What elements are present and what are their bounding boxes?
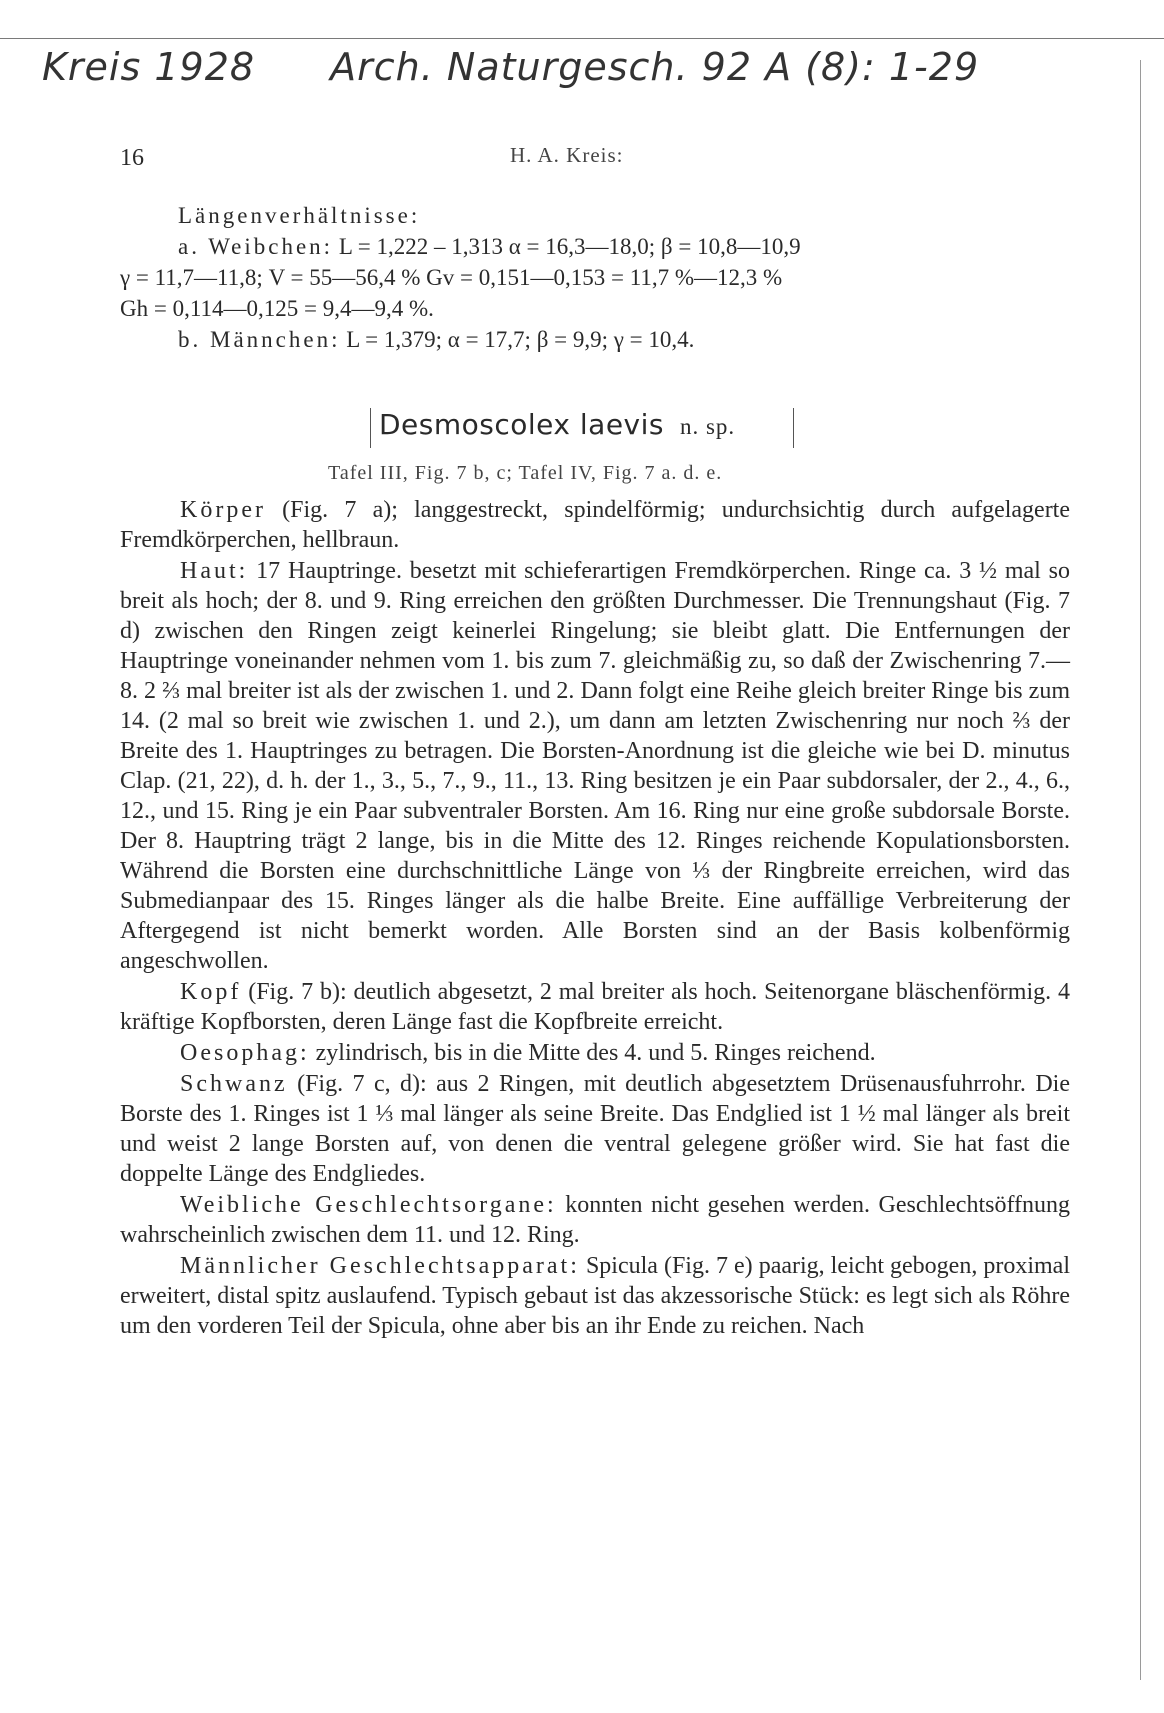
handwritten-citation: Arch. Naturgesch. 92 A (8): 1-29 [330,45,980,89]
section-oesophag [120,1038,1070,1068]
section-maennlicher-geschlechtsapparat [120,1251,1070,1341]
male-label: b. Männchen: [178,327,341,352]
section-koerper [120,495,1070,555]
female-values-1: L = 1,222 – 1,313 α = 16,3—18,0; β = 10,8—10,9 [338,234,801,259]
plate-reference: Tafel III, Fig. 7 b, c; Tafel IV, Fig. 7 a. d. e. [328,462,723,484]
section-haut [120,556,1070,976]
section-text: (Fig. 7 c, d): aus 2 Ringen, mit deutlich abgesetztem Drüsenausfuhrrohr. Die Borste des 1. Ringes ist 1 ⅓ mal länger als seine Breite. Das Endglied ist 1 ½ mal länger als breit und weist 2 lange Borsten auf, von denen die ventral gelegene größer wird. Sie hat fast die doppelte Länge des Endgliedes. [120,1071,1070,1187]
section-text: 17 Hauptringe. besetzt mit schieferartigen Fremdkörperchen. Ringe ca. 3 ½ mal so breit als hoch; der 8. und 9. Ring erreichen den größten Durchmesser. Die Trennungshaut (Fig. 7 d) zwischen den Ringen zeigt keinerlei Ringelung; sie bleibt glatt. Die Entfernungen der Hauptringe voneinander nehmen vom 1. bis zum 7. gleichmäßig zu, so daß der Zwischenring 7.—8. 2 ⅔ mal breiter ist als der zwischen 1. und 2. Dann folgt eine Reihe gleich breiter Ringe bis zum 14. (2 mal so breit wie zwischen 1. und 2.), um dann am letzten Zwischenring nur noch ⅔ der Breite des 1. Hauptringes zu betragen. Die Borsten-Anordnung ist die gleiche wie bei D. minutus Clap. (21, 22), d. h. der 1., 3., 5., 7., 9., 11., 13. Ring besitzen je ein Paar subdorsaler, der 2., 4., 6., 12., und 15. Ring je ein Paar subventraler Borsten. Am 16. Ring nur eine große subdorsale Borste. Der 8. Hauptring trägt 2 lange, bis in die Mitte des 12. Ringes reichende Kopulationsborsten. Während die Borsten eine durchschnittliche Länge von ⅓ der Ringbreite erreichen, wird das Submedianpaar des 15. Ringes länger als die halbe Breite. Eine auffällige Verbreiterung der Aftergegend ist nicht bemerkt worden. Alle Borsten sind an der Basis kolbenförmig angeschwollen. [120,558,1070,974]
section-title: Oesophag: [180,1040,310,1066]
section-title: Haut: [180,558,249,584]
female-ratios-line-3: Gh = 0,114—0,125 = 9,4—9,4 %. [120,296,434,321]
page-frame-right [1140,60,1141,1680]
section-text: zylindrisch, bis in die Mitte des 4. und 5. Ringes reichend. [315,1040,876,1066]
section-title: Weibliche Geschlechtsorgane: [180,1192,557,1218]
section-text: (Fig. 7 b): deutlich abgesetzt, 2 mal breiter als hoch. Seitenorgane bläschenförmig. 4 kräftige Kopfborsten, deren Länge fast die Kopfbreite erreicht. [120,979,1070,1035]
handwritten-reference: Kreis 1928 [42,45,256,89]
section-weibliche-geschlechtsorgane [120,1190,1070,1250]
male-values: L = 1,379; α = 17,7; β = 9,9; γ = 10,4. [346,327,695,352]
male-ratios-line [120,324,1070,355]
species-description [120,495,1070,1342]
section-title: Schwanz [180,1071,288,1097]
section-text: Spicula (Fig. 7 e) paarig, leicht gebogen, proximal erweitert, distal spitz auslaufend. Typisch gebaut ist das akzessorische Stück: es legt sich als Röhre um den vorderen Teil der Spicula, ohne aber bis an ihr Ende zu reichen. Nach [120,1253,1070,1339]
species-name: Desmoscolex laevis [379,408,664,441]
ratios-heading: Längenverhältnisse: [178,203,421,228]
species-suffix: n. sp. [679,414,736,439]
section-title: Kopf [180,979,242,1005]
page-frame-top [0,38,1164,39]
running-head: H. A. Kreis: [510,143,624,167]
section-title: Männlicher Geschlechtsapparat: [180,1253,580,1279]
section-text: (Fig. 7 a); langgestreckt, spindelförmig; undurchsichtig durch aufgelagerte Fremdkörperchen, hellbraun. [120,497,1071,553]
length-ratios [120,200,1070,355]
page-number: 16 [120,145,144,171]
handwritten-note [42,45,980,115]
female-ratios-line-2: γ = 11,7—11,8; V = 55—56,4 % Gv = 0,151—0,153 = 11,7 %—12,3 % [120,265,783,290]
section-title: Körper [180,497,266,523]
section-schwanz [120,1069,1070,1189]
species-title [370,408,794,448]
female-ratios-line-1 [120,231,1070,262]
section-kopf [120,977,1070,1037]
section-text: konnten nicht gesehen werden. Geschlechtsöffnung wahrscheinlich zwischen dem 11. und 12. Ring. [120,1192,1071,1248]
female-label: a. Weibchen: [178,234,334,259]
